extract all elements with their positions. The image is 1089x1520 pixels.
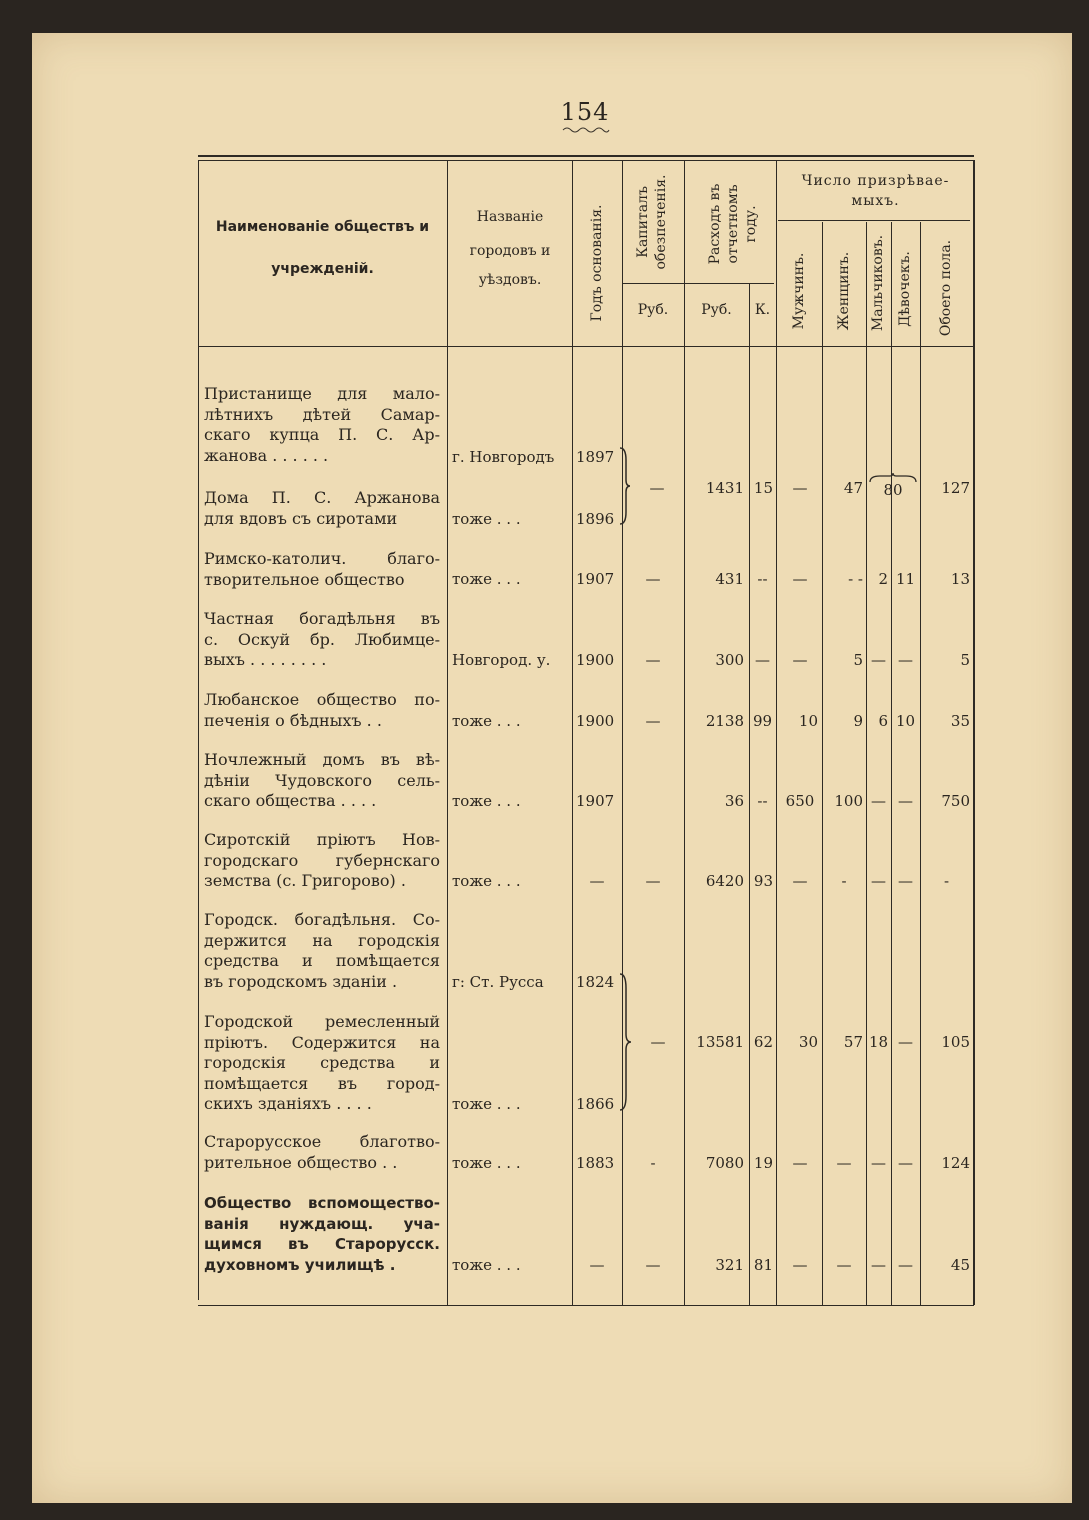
row-city: тоже . . . bbox=[452, 1154, 521, 1172]
row-capital: — bbox=[645, 570, 661, 588]
row-girls: — bbox=[898, 1033, 913, 1051]
row-boys: 6 bbox=[878, 712, 888, 730]
name-line: Дома П. С. Аржанова bbox=[204, 488, 440, 507]
name-line: держится на городскія bbox=[204, 930, 440, 950]
row-boys: — bbox=[871, 1154, 886, 1172]
name-line: ванія нуждающ. уча- bbox=[204, 1214, 440, 1233]
row-name-remeslenny-priyut bbox=[204, 1012, 440, 1115]
row-boys: 2 bbox=[878, 570, 888, 588]
name-line: Городск. богадѣльня. Со- bbox=[204, 910, 440, 929]
unit-kop: К. bbox=[754, 302, 771, 318]
header-name-line-1: Наименованіе обществъ и bbox=[215, 219, 430, 235]
row-name-chastnaya-bogadelnya bbox=[204, 609, 440, 671]
name-line: средства и помѣщается bbox=[204, 951, 440, 970]
row-capital: — bbox=[645, 651, 661, 669]
row-city: тоже . . . bbox=[452, 872, 521, 890]
row-rub: 300 bbox=[715, 651, 744, 669]
row-name-pristanishche bbox=[204, 384, 440, 466]
name-line: щимся въ Старорусск. bbox=[204, 1235, 440, 1253]
name-line: земства (с. Григорово) . bbox=[204, 871, 406, 890]
row-both: 13 bbox=[950, 570, 970, 588]
row-year: 1866 bbox=[576, 1095, 615, 1113]
table-top-rule bbox=[198, 155, 974, 157]
row-women: 9 bbox=[853, 712, 863, 730]
name-line: Частная богадѣльня въ bbox=[204, 609, 440, 628]
row-men: — bbox=[792, 1256, 808, 1274]
row-rub: 1431 bbox=[705, 479, 744, 497]
row-women: - bbox=[841, 872, 847, 890]
name-line: творительное общество bbox=[204, 569, 405, 589]
row-year: — bbox=[589, 1256, 605, 1274]
name-line: с. Оскуй бр. Любимце- bbox=[204, 629, 440, 649]
col-line-city bbox=[572, 160, 573, 1305]
name-line: Римско-католич. благо- bbox=[204, 549, 440, 568]
header-boys: Мальчиковъ. bbox=[870, 234, 886, 332]
row-capital: — bbox=[645, 1256, 661, 1274]
row-city: тоже . . . bbox=[452, 712, 521, 730]
header-women: Женщинъ. bbox=[836, 251, 852, 331]
row-capital: - bbox=[650, 1154, 656, 1172]
row-boys: — bbox=[871, 792, 886, 810]
row-women: — bbox=[836, 1154, 852, 1172]
row-city: тоже . . . bbox=[452, 570, 521, 588]
name-line: скихъ зданіяхъ . . . . bbox=[204, 1094, 372, 1113]
row-kop: -- bbox=[757, 792, 768, 810]
row-both: 45 bbox=[950, 1256, 970, 1274]
header-expense-line-3: году. bbox=[743, 205, 759, 243]
row-name-obshchestvo-vspomoshch bbox=[204, 1193, 440, 1275]
row-city: Новгород. у. bbox=[452, 651, 551, 669]
row-kop: 99 bbox=[752, 712, 773, 730]
header-count-line-2: мыхъ. bbox=[851, 193, 900, 209]
name-line: Старорусское благотво- bbox=[204, 1132, 440, 1151]
header-bottom-rule bbox=[198, 346, 974, 347]
name-line: скаго общества . . . . bbox=[204, 791, 377, 810]
row-both: 750 bbox=[941, 792, 970, 810]
row-rub: 36 bbox=[724, 792, 744, 810]
name-line: Общество вспомоществo- bbox=[204, 1194, 440, 1212]
name-line: Городской ремесленный bbox=[204, 1012, 440, 1031]
row-rub: 431 bbox=[715, 570, 744, 588]
name-line: въ городскомъ зданіи . bbox=[204, 971, 398, 991]
header-city-line-2: городовъ и bbox=[469, 243, 551, 259]
page-number-ornament bbox=[562, 125, 610, 135]
col-line-men bbox=[822, 222, 823, 1305]
row-boys: 18 bbox=[868, 1033, 889, 1051]
name-line: жанова . . . . . . bbox=[204, 445, 329, 465]
row-boys: — bbox=[871, 1256, 886, 1274]
col-line-girls bbox=[920, 222, 921, 1305]
name-line: духовномъ училищѣ . bbox=[204, 1255, 396, 1274]
header-count-line-1: Число призрѣвае- bbox=[801, 173, 950, 189]
brace-icon bbox=[618, 972, 632, 1112]
header-expense-line-1: Расходъ въ bbox=[707, 183, 723, 265]
header-capital-line-2: обезпеченія. bbox=[653, 174, 669, 270]
row-year: 1900 bbox=[576, 712, 615, 730]
col-line-left bbox=[198, 160, 199, 1300]
row-both: 35 bbox=[950, 712, 970, 730]
row-rub: 7080 bbox=[705, 1154, 744, 1172]
row-capital: — bbox=[650, 1033, 666, 1051]
row-men: — bbox=[792, 872, 808, 890]
row-both: 105 bbox=[941, 1033, 970, 1051]
header-city-line-1: Названіе bbox=[476, 209, 544, 225]
row-boys-girls: 80 bbox=[883, 481, 903, 499]
row-women: 100 bbox=[834, 792, 863, 810]
row-year: 1907 bbox=[576, 792, 615, 810]
name-line: печенія о бѣдныхъ . . bbox=[204, 710, 382, 730]
row-men: — bbox=[792, 570, 808, 588]
row-kop: -- bbox=[757, 570, 768, 588]
row-women: 5 bbox=[853, 651, 863, 669]
row-kop: 15 bbox=[753, 479, 773, 497]
row-men: — bbox=[792, 651, 808, 669]
header-expense-line-2: отчетномъ bbox=[725, 184, 741, 264]
row-men: 10 bbox=[798, 712, 818, 730]
row-men: — bbox=[792, 479, 808, 497]
table-top-rule-thin bbox=[198, 160, 974, 161]
row-capital: — bbox=[645, 712, 661, 730]
name-line: пріютъ. Содержится на bbox=[204, 1032, 440, 1052]
name-line: городскаго губернскаго bbox=[204, 850, 440, 870]
row-girls: — bbox=[898, 651, 913, 669]
col-line-boys bbox=[891, 222, 892, 1305]
row-name-sirotsky-priyut bbox=[204, 830, 440, 892]
row-year: 1907 bbox=[576, 570, 615, 588]
row-both: 5 bbox=[960, 651, 970, 669]
row-men: — bbox=[792, 1154, 808, 1172]
name-line: выхъ . . . . . . . . bbox=[204, 650, 327, 669]
name-line: дѣніи Чудовского сель- bbox=[204, 770, 440, 790]
row-women: 47 bbox=[843, 479, 863, 497]
row-city: г. Новгородъ bbox=[452, 448, 555, 466]
row-city: тоже . . . bbox=[452, 510, 521, 528]
row-year: — bbox=[589, 872, 605, 890]
unit-capital: Руб. bbox=[637, 302, 669, 318]
row-name-lyubanskoe bbox=[204, 690, 440, 731]
row-name-starorusskoe bbox=[204, 1132, 440, 1173]
header-year: Годъ основанія. bbox=[589, 204, 605, 322]
name-line: Пристанище для мало- bbox=[204, 384, 440, 403]
row-both: 124 bbox=[941, 1154, 970, 1172]
row-girls: 10 bbox=[895, 712, 916, 730]
row-capital: — bbox=[649, 479, 665, 497]
unit-rub: Руб. bbox=[701, 302, 732, 318]
count-group-rule bbox=[778, 220, 970, 221]
row-name-rimsko-katolich bbox=[204, 549, 440, 590]
col-line-name bbox=[447, 160, 448, 1305]
header-capital-line-1: Капиталъ bbox=[635, 186, 651, 258]
row-women: — bbox=[836, 1256, 852, 1274]
page-number: 154 bbox=[560, 98, 610, 126]
col-line-capital bbox=[684, 160, 685, 1305]
row-capital: — bbox=[645, 872, 661, 890]
name-line: скаго купца П. С. Ар- bbox=[204, 425, 440, 444]
row-rub: 321 bbox=[715, 1256, 744, 1274]
name-line: для вдовъ съ сиротами bbox=[204, 508, 398, 528]
row-girls: — bbox=[898, 1154, 913, 1172]
row-rub: 13581 bbox=[696, 1033, 744, 1051]
table-bottom-rule bbox=[198, 1305, 974, 1306]
row-kop: 93 bbox=[753, 872, 773, 890]
row-name-nochlezhny-dom bbox=[204, 750, 440, 812]
row-name-gorodsk-bogadelnya bbox=[204, 910, 440, 992]
row-kop: — bbox=[755, 651, 770, 669]
name-line: Ночлежный домъ въ вѣ- bbox=[204, 750, 440, 769]
row-rub: 2138 bbox=[705, 712, 744, 730]
row-men: 650 bbox=[785, 792, 815, 810]
row-year: 1883 bbox=[576, 1154, 615, 1172]
col-line-right bbox=[973, 160, 975, 1305]
header-men: Мужчинъ. bbox=[791, 252, 807, 330]
brace-icon bbox=[618, 446, 630, 526]
row-year: 1900 bbox=[576, 651, 615, 669]
header-both: Обоего пола. bbox=[938, 239, 954, 337]
name-line: лѣтнихъ дѣтей Самар- bbox=[204, 404, 440, 424]
row-rub: 6420 bbox=[705, 872, 744, 890]
col-line-women bbox=[866, 222, 867, 1305]
header-name-line-2: учрежденій. bbox=[271, 261, 374, 277]
row-city: тоже . . . bbox=[452, 1256, 521, 1274]
row-name-doma-arzhanova bbox=[204, 488, 440, 529]
col-line-year bbox=[622, 160, 623, 1305]
row-year: 1897 bbox=[576, 448, 615, 466]
row-year: 1896 bbox=[576, 510, 615, 528]
header-girls: Дѣвочекъ. bbox=[897, 251, 913, 327]
col-line-expense bbox=[776, 160, 777, 1305]
row-both: - bbox=[943, 872, 950, 890]
row-city: г: Ст. Русса bbox=[452, 973, 544, 991]
name-line: рительное общество . . bbox=[204, 1152, 398, 1172]
row-city: тоже . . . bbox=[452, 1095, 521, 1113]
row-boys: — bbox=[871, 651, 886, 669]
row-both: 127 bbox=[941, 479, 970, 497]
name-line: городскія средства и bbox=[204, 1053, 440, 1072]
row-women: - - bbox=[848, 570, 863, 588]
row-kop: 19 bbox=[753, 1154, 773, 1172]
row-girls: 11 bbox=[895, 570, 916, 588]
row-men: 30 bbox=[798, 1033, 818, 1051]
row-kop: 62 bbox=[753, 1033, 773, 1051]
row-girls: — bbox=[898, 792, 913, 810]
row-women: 57 bbox=[843, 1033, 863, 1051]
row-kop: 81 bbox=[753, 1256, 773, 1274]
name-line: Сиротскій пріютъ Нов- bbox=[204, 830, 440, 849]
header-city-line-3: уѣздовъ. bbox=[478, 272, 542, 288]
row-girls: — bbox=[898, 1256, 913, 1274]
name-line: помѣщается въ город- bbox=[204, 1073, 440, 1093]
row-boys: — bbox=[871, 872, 886, 890]
row-year: 1824 bbox=[576, 973, 615, 991]
row-city: тоже . . . bbox=[452, 792, 521, 810]
name-line: Любанское общество по- bbox=[204, 690, 440, 709]
row-girls: — bbox=[898, 872, 913, 890]
